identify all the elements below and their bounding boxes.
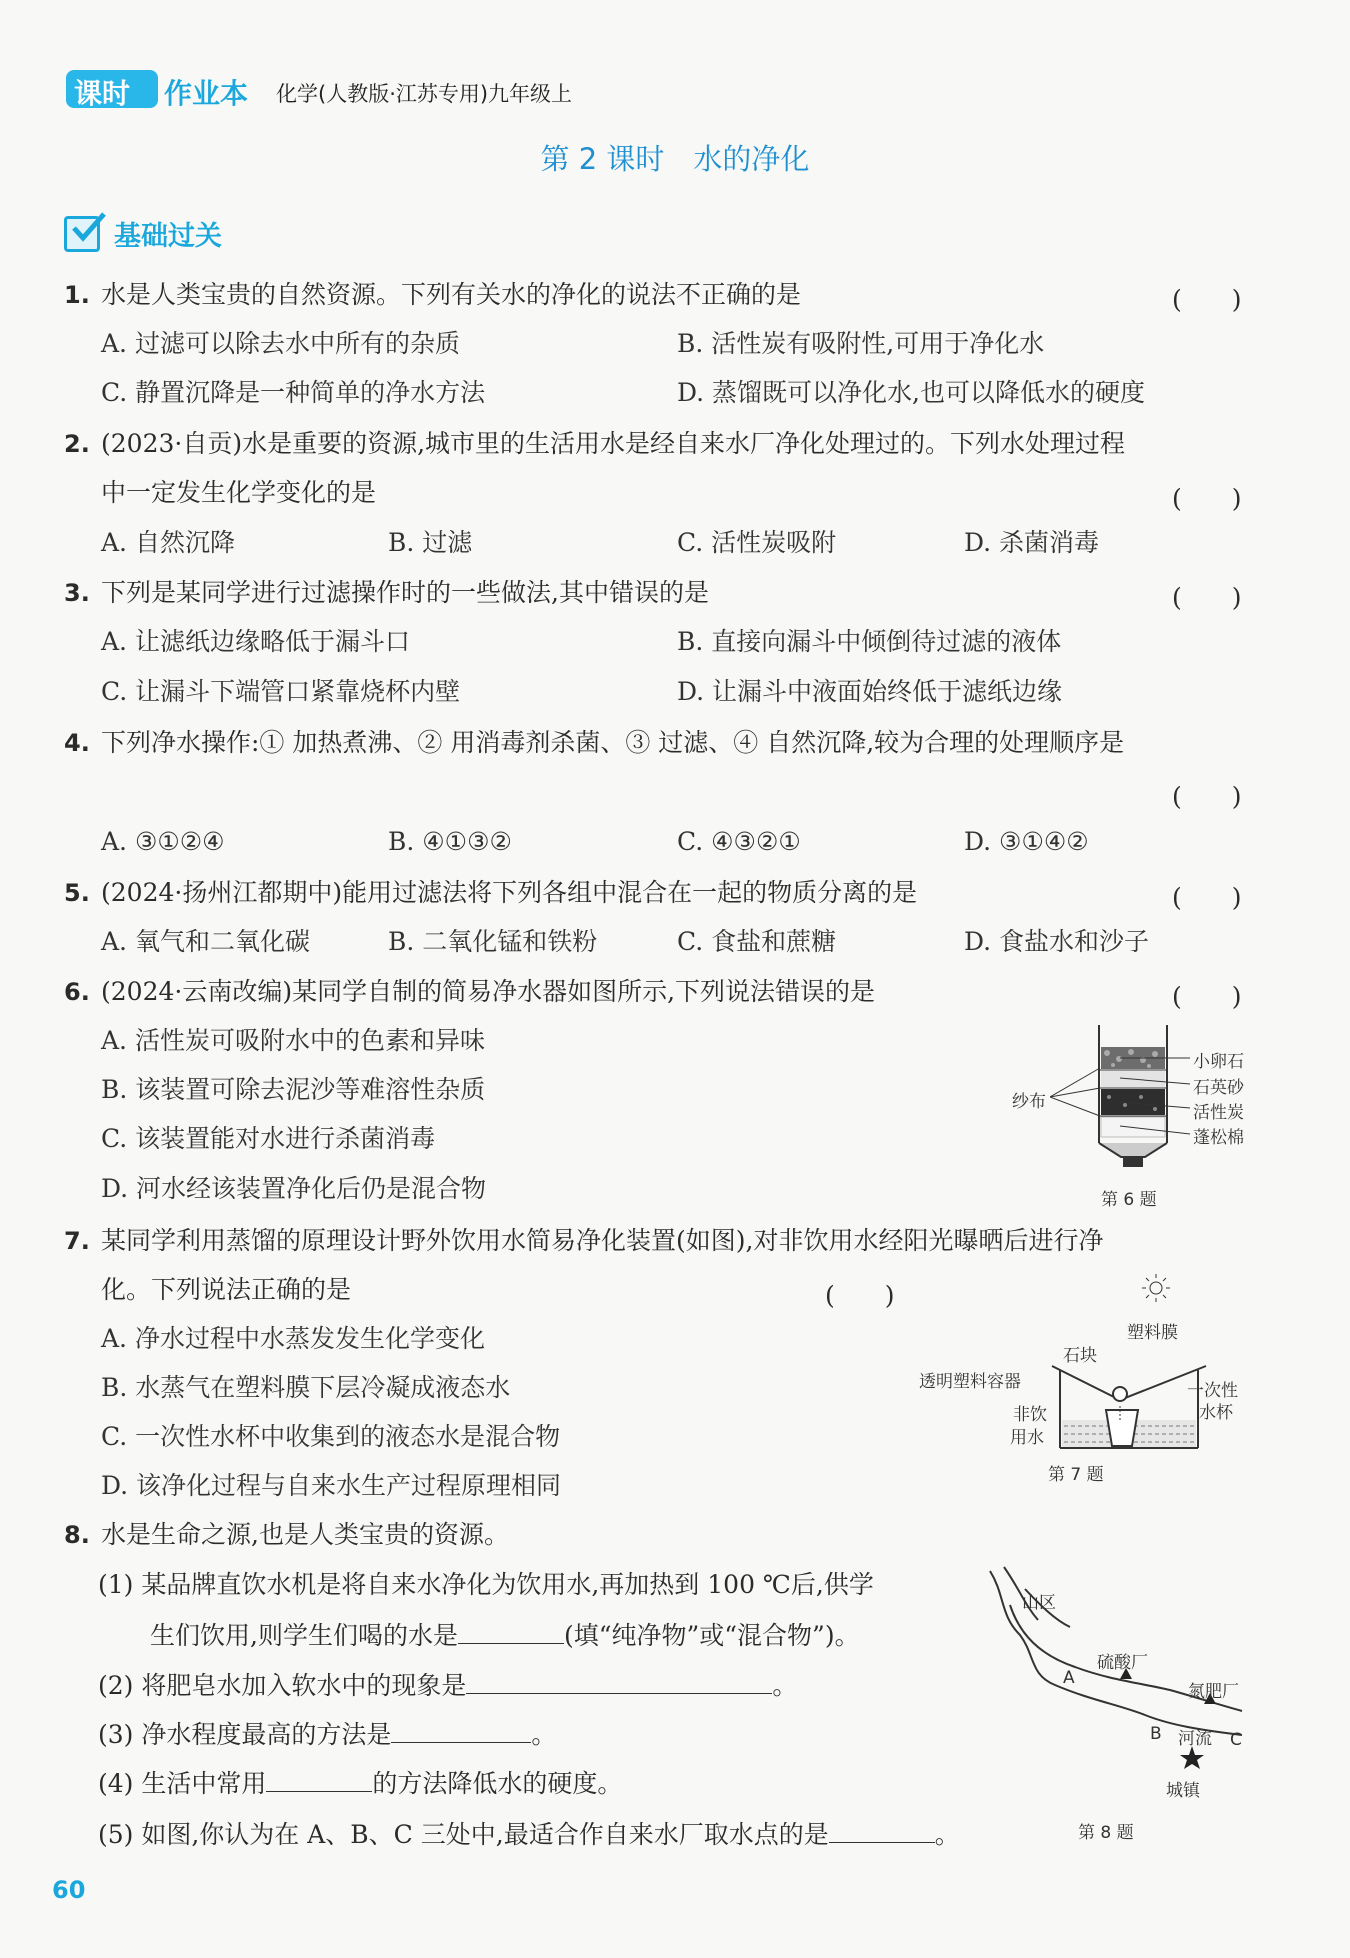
check-icon: [68, 210, 108, 246]
q8-part2-blank[interactable]: [466, 1667, 772, 1694]
q3-answer-paren[interactable]: ( ): [1172, 583, 1242, 612]
q4-option-d: D. ③①④②: [964, 827, 1089, 856]
q5-option-b: B. 二氧化锰和铁粉: [388, 927, 598, 956]
q2-option-a: A. 自然沉降: [101, 528, 235, 557]
town-star-icon: [1180, 1746, 1204, 1769]
q7-stem-line1: 某同学利用蒸馏的原理设计野外饮用水简易净化装置(如图),对非饮用水经阳光曝晒后进行净: [101, 1226, 1104, 1255]
fig6-label-gravel: 小卵石: [1193, 1052, 1244, 1072]
fig6-label-carbon: 活性炭: [1193, 1103, 1244, 1123]
q8-part2-text: (2) 将肥皂水加入软水中的现象是: [98, 1671, 467, 1700]
q6-option-b: B. 该装置可除去泥沙等难溶性杂质: [101, 1075, 486, 1104]
q6-option-c: C. 该装置能对水进行杀菌消毒: [101, 1124, 436, 1153]
q8-part5-end: 。: [934, 1820, 960, 1849]
q5-number: 5.: [64, 879, 90, 907]
fig8-town: 城镇: [1166, 1781, 1200, 1801]
q4-answer-paren[interactable]: ( ): [1172, 782, 1242, 811]
q6-answer-paren[interactable]: ( ): [1172, 982, 1242, 1011]
q8-part5-text: (5) 如图,你认为在 A、B、C 三处中,最适合作自来水厂取水点的是: [98, 1820, 829, 1849]
q8-part1-line1: (1) 某品牌直饮水机是将自来水净化为饮用水,再加热到 100 ℃后,供学: [98, 1570, 874, 1599]
q5-answer-paren[interactable]: ( ): [1172, 883, 1242, 912]
q7-option-a: A. 净水过程中水蒸发发生化学变化: [101, 1324, 485, 1353]
fig8-point-b: B: [1150, 1724, 1162, 1744]
fig8-caption: 第 8 题: [1078, 1823, 1134, 1843]
q6-option-d: D. 河水经该装置净化后仍是混合物: [101, 1174, 487, 1203]
q3-stem: 下列是某同学进行过滤操作时的一些做法,其中错误的是: [101, 578, 709, 607]
q4-stem: 下列净水操作:① 加热煮沸、② 用消毒剂杀菌、③ 过滤、④ 自然沉降,较为合理的处理顺序是: [101, 728, 1125, 757]
fig7-water-line1: 非饮: [1013, 1405, 1047, 1425]
q8-part3-end: 。: [531, 1720, 557, 1749]
fig7-stone: 石块: [1063, 1346, 1097, 1366]
q2-stem-line2: 中一定发生化学变化的是: [101, 478, 377, 507]
q5-option-d: D. 食盐水和沙子: [964, 927, 1150, 956]
q3-option-b: B. 直接向漏斗中倾倒待过滤的液体: [677, 627, 1062, 656]
q8-part3-blank[interactable]: [391, 1716, 531, 1743]
q5-stem: (2024·扬州江都期中)能用过滤法将下列各组中混合在一起的物质分离的是: [101, 878, 918, 907]
lesson-title: 第 2 课时 水的净化: [540, 142, 810, 176]
q1-number: 1.: [64, 281, 90, 309]
q4-option-a: A. ③①②④: [101, 827, 225, 856]
q2-number: 2.: [64, 430, 90, 458]
fig7-cup-line2: 水杯: [1199, 1403, 1233, 1423]
q1-option-d: D. 蒸馏既可以净化水,也可以降低水的硬度: [677, 378, 1145, 407]
subject-label: 化学(人教版·江苏专用)九年级上: [276, 82, 573, 106]
q8-number: 8.: [64, 1521, 90, 1549]
q7-answer-paren[interactable]: ( ): [825, 1281, 895, 1310]
q1-option-a: A. 过滤可以除去水中所有的杂质: [101, 329, 460, 358]
q3-option-d: D. 让漏斗中液面始终低于滤纸边缘: [677, 677, 1063, 706]
q3-option-a: A. 让滤纸边缘略低于漏斗口: [101, 627, 410, 656]
q8-part4-end: 的方法降低水的硬度。: [372, 1769, 623, 1798]
q8-part5-blank[interactable]: [829, 1816, 935, 1843]
sun-icon: [1142, 1274, 1170, 1302]
q2-option-b: B. 过滤: [388, 528, 473, 557]
q1-answer-paren[interactable]: ( ): [1172, 285, 1242, 314]
fig6-label-cotton: 蓬松棉: [1193, 1128, 1244, 1148]
fig6-caption: 第 6 题: [1101, 1190, 1157, 1210]
q2-option-d: D. 杀菌消毒: [964, 528, 1100, 557]
q3-option-c: C. 让漏斗下端管口紧靠烧杯内壁: [101, 677, 461, 706]
q5-option-a: A. 氧气和二氧化碳: [101, 927, 310, 956]
fig6-label-gauze: 纱布: [1012, 1092, 1046, 1112]
q7-option-b: B. 水蒸气在塑料膜下层冷凝成液态水: [101, 1373, 511, 1402]
q4-option-c: C. ④③②①: [677, 827, 801, 856]
q7-option-d: D. 该净化过程与自来水生产过程原理相同: [101, 1471, 562, 1500]
fig8-fertilizer-factory: 氮肥厂: [1188, 1682, 1239, 1702]
fig7-plastic-film: 塑料膜: [1127, 1323, 1178, 1343]
fig8-mountain: 山区: [1022, 1593, 1056, 1613]
figure-6-leader-lines: [1050, 1040, 1200, 1150]
q2-option-c: C. 活性炭吸附: [677, 528, 837, 557]
q3-number: 3.: [64, 579, 90, 607]
header: [66, 70, 766, 110]
q8-part2-end: 。: [772, 1671, 798, 1700]
fig8-river: 河流: [1178, 1729, 1212, 1749]
q8-part1-blank[interactable]: [458, 1617, 564, 1644]
q8-part4-blank[interactable]: [266, 1765, 372, 1792]
fig8-point-c: C: [1230, 1730, 1242, 1750]
q8-part5: [98, 1816, 1350, 1852]
q2-answer-paren[interactable]: ( ): [1172, 484, 1242, 513]
q7-number: 7.: [64, 1227, 90, 1255]
series-name: 作业本: [164, 77, 249, 110]
q8-part1-hint: (填“纯净物”或“混合物”)。: [563, 1621, 860, 1650]
q6-number: 6.: [64, 978, 90, 1006]
q6-option-a: A. 活性炭可吸附水中的色素和异味: [101, 1026, 485, 1055]
fig7-cup-line1: 一次性: [1187, 1381, 1238, 1401]
q5-option-c: C. 食盐和蔗糖: [677, 927, 837, 956]
fig7-caption: 第 7 题: [1048, 1465, 1104, 1485]
page-number: 60: [52, 1876, 86, 1904]
q7-option-c: C. 一次性水杯中收集到的液态水是混合物: [101, 1422, 561, 1451]
fig6-label-sand: 石英砂: [1193, 1078, 1244, 1098]
q1-option-b: B. 活性炭有吸附性,可用于净化水: [677, 329, 1045, 358]
q1-option-c: C. 静置沉降是一种简单的净水方法: [101, 378, 486, 407]
q8-part3-text: (3) 净水程度最高的方法是: [98, 1720, 392, 1749]
section-heading: [64, 214, 364, 254]
q6-stem: (2024·云南改编)某同学自制的简易净水器如图所示,下列说法错误的是: [101, 977, 876, 1006]
fig8-point-a: A: [1063, 1668, 1075, 1688]
q7-stem-line2: 化。下列说法正确的是: [101, 1275, 352, 1304]
q4-option-b: B. ④①③②: [388, 827, 512, 856]
q8-stem: 水是生命之源,也是人类宝贵的资源。: [101, 1520, 509, 1549]
q4-number: 4.: [64, 729, 90, 757]
q1-stem: 水是人类宝贵的自然资源。下列有关水的净化的说法不正确的是: [101, 280, 802, 309]
logo-text: 课时: [74, 77, 131, 110]
q8-part4-text: (4) 生活中常用: [98, 1769, 267, 1798]
q8-part1-text: 生们饮用,则学生们喝的水是: [150, 1621, 458, 1650]
section-title: 基础过关: [114, 221, 222, 252]
fig7-water-line2: 用水: [1010, 1428, 1044, 1448]
fig7-container: 透明塑料容器: [919, 1372, 1021, 1392]
q2-stem-line1: (2023·自贡)水是重要的资源,城市里的生活用水是经自来水厂净化处理过的。下列水处理过程: [101, 429, 1126, 458]
fig8-acid-factory: 硫酸厂: [1097, 1653, 1148, 1673]
